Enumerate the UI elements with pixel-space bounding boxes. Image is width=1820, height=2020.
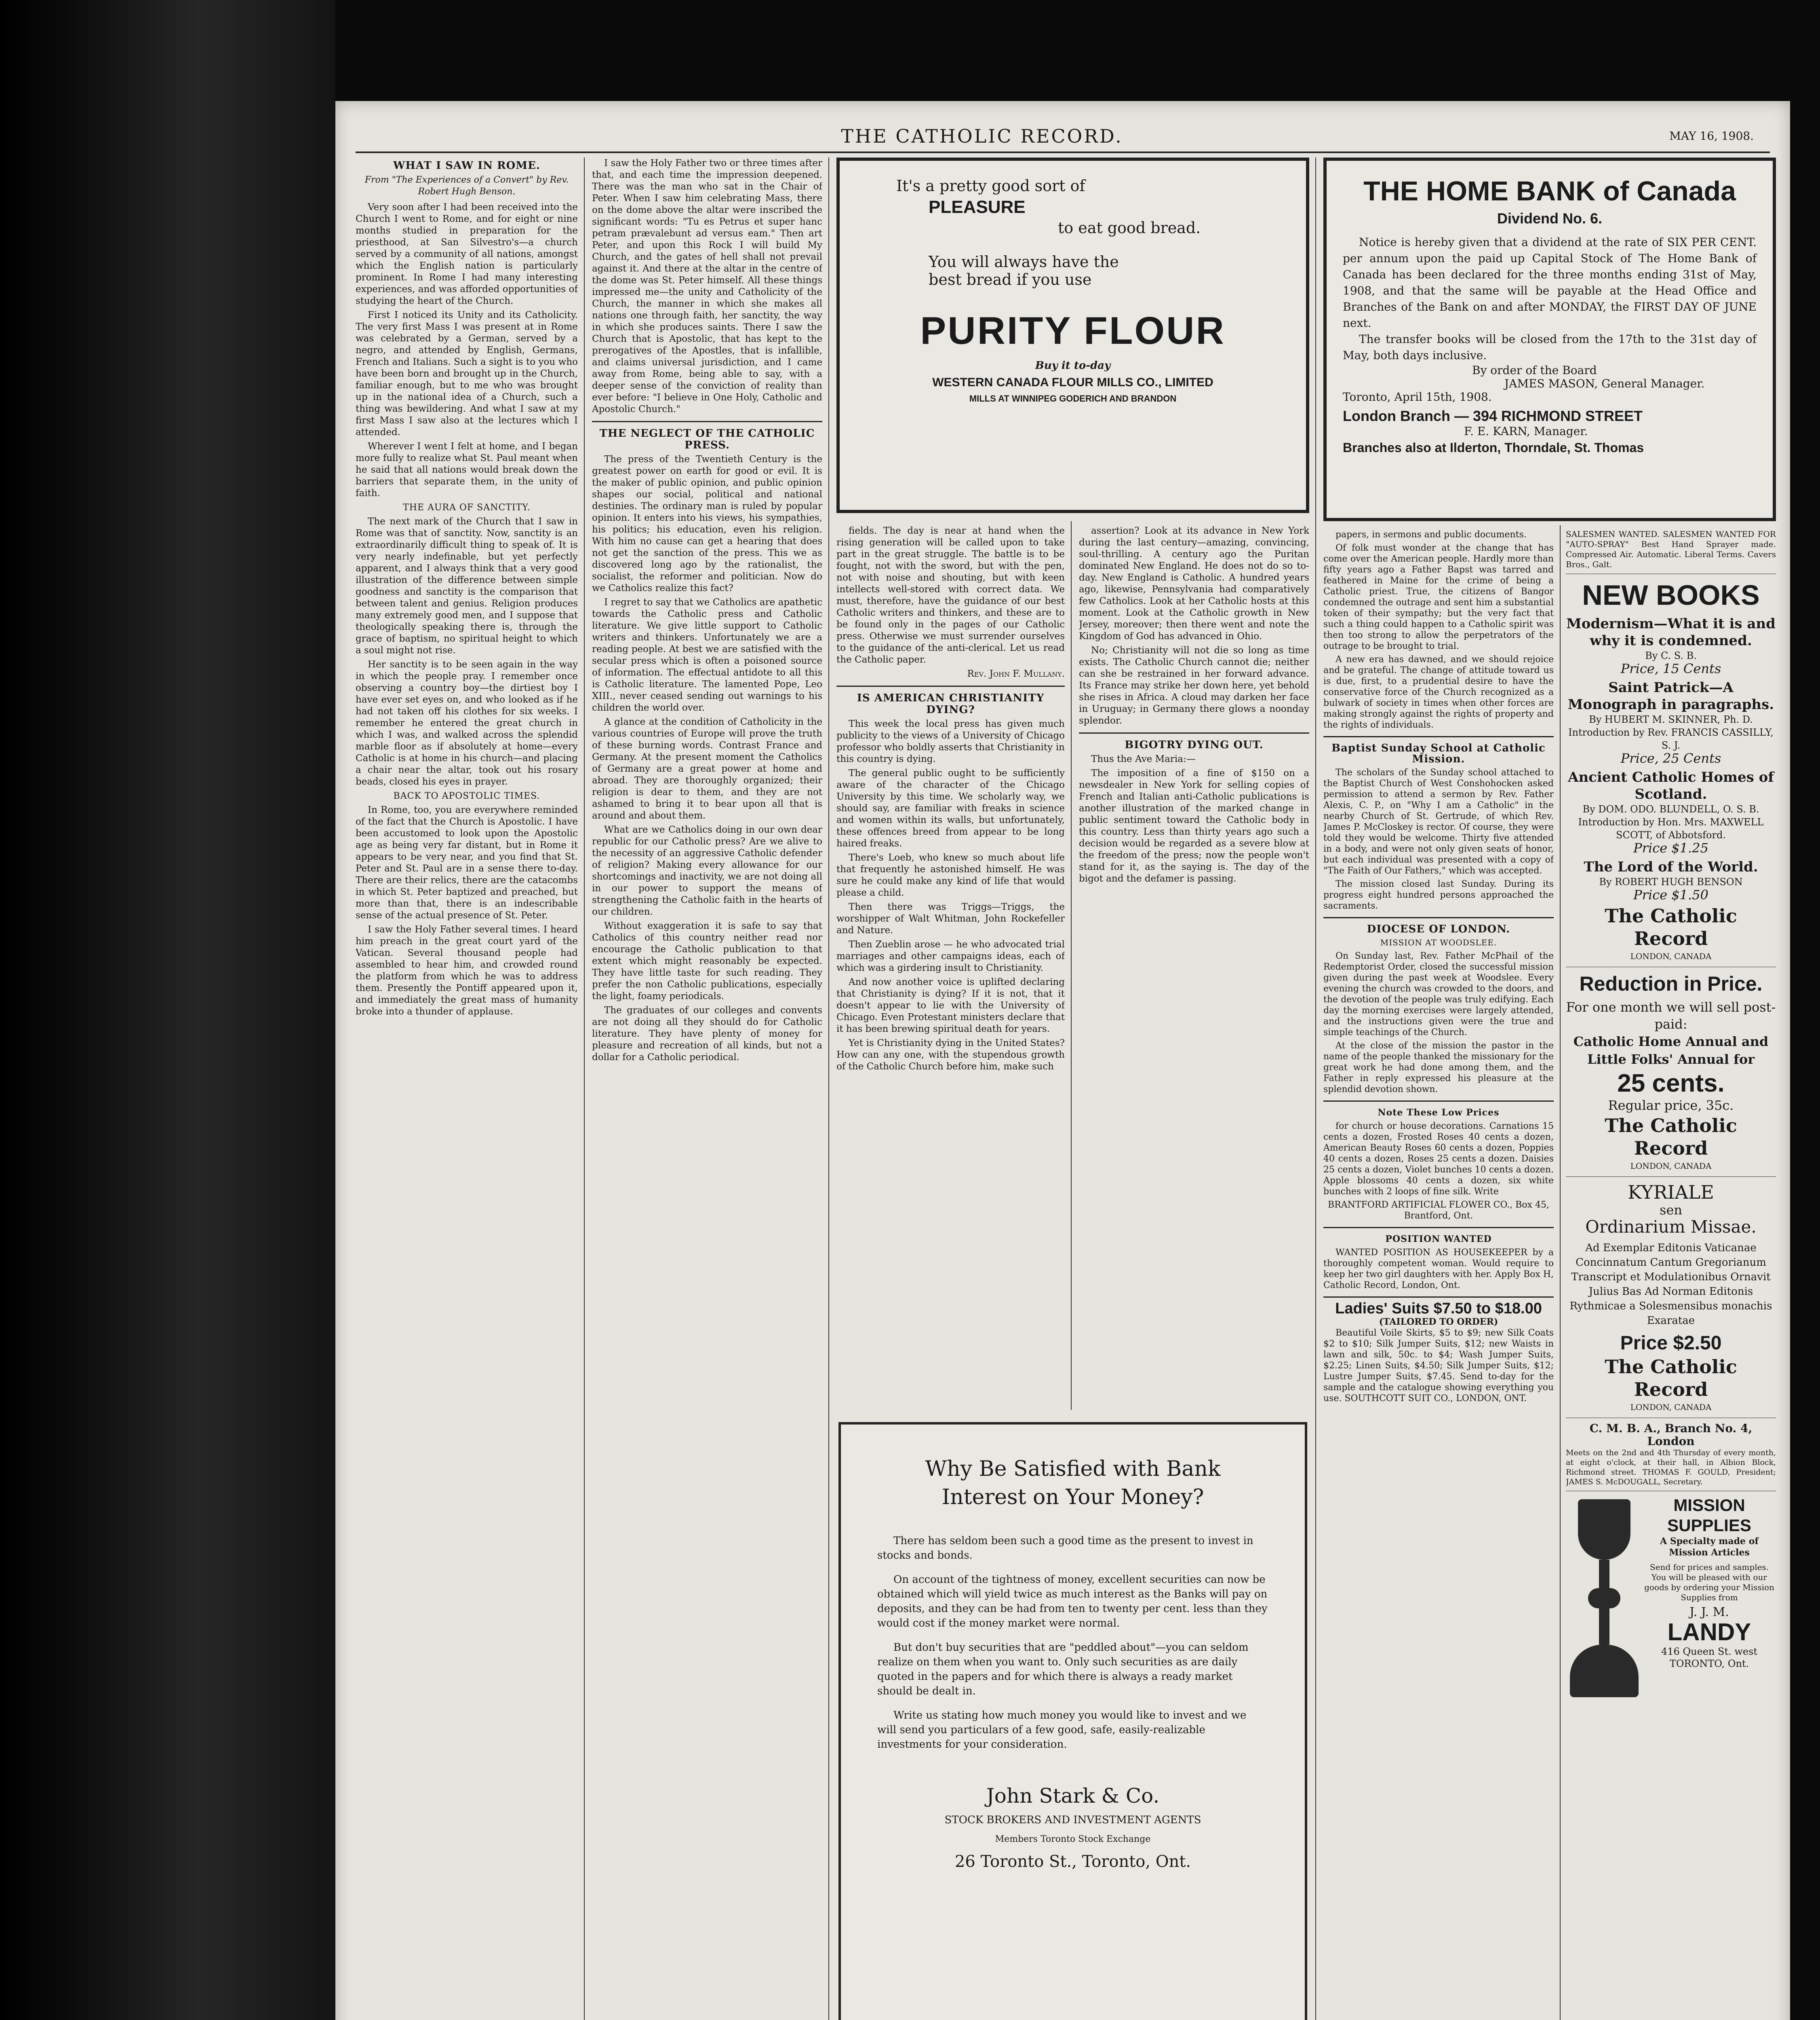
article-title: WHAT I SAW IN ROME.: [393, 160, 540, 172]
article-title: THE NEGLECT OF THE CATHOLIC PRESS.: [599, 427, 815, 451]
divider: [1323, 1296, 1554, 1298]
ad-date: Toronto, April 15th, 1908.: [1343, 390, 1492, 404]
ad-notice: Notice is hereby given that a dividend at the rate of SIX PER CENT. per annum upon the paid up Capital Stock of The Home Bank of Canada has been declared for the three months ending 31st of May, 1908, and that the same will be payable at the Head Office and Branches of the Bank on and after MONDAY, the FIRST DAY OF JUNE next.: [1343, 236, 1757, 330]
kyriale-text: Ad Exemplar Editonis Vaticanae Concinnatum Cantum Gregorianum Transcript et Modulationibus Ornavit Julius Bas Ad Norman Editonis Rythmicae a Solesmensibus monachis Exaratae: [1569, 1242, 1772, 1327]
ad-title: Why Be Satisfied with Bank: [925, 1457, 1221, 1481]
paragraph: No; Christianity will not die so long as time exists. The Catholic Church cannot die; neither can she be restrained in her forward advance. Its France may strike her down here, yet behold she rises in Africa. A cloud may darken her face in Uruguay; in Germany there glows a noonday splendor.: [1079, 645, 1309, 726]
ad-member: Members Toronto Stock Exchange: [995, 1834, 1151, 1844]
ad-branch-mgr: F. E. KARN, Manager.: [1464, 425, 1588, 438]
purity-flour-brand: PURITY FLOUR: [920, 309, 1226, 352]
cmba-text: Meets on the 2nd and 4th Thursday of every month, at eight o'clock, at their hall, in Albion Block, Richmond street. THOMAS F. GOULD, President; JAMES S. McDOUGALL, Secretary.: [1566, 1448, 1776, 1486]
kyriale-sen: sen: [1660, 1202, 1682, 1218]
kyriale-price: Price $2.50: [1620, 1332, 1722, 1354]
ad-firm: BRANTFORD ARTIFICIAL FLOWER CO., Box 45, Brantford, Ont.: [1328, 1200, 1549, 1221]
scan-left-margin: [0, 0, 335, 2020]
mission-heading: MISSION SUPPLIES: [1667, 1496, 1751, 1535]
paragraph: I saw the Holy Father several times. I heard him preach in the great court yard of the Vatican. Several thousand people had assembled to hear him, and crowded round the platform from which he was to address them. Presently the Pontiff appeared upon it, and immediately the great mass of humanity broke into a thunder of applause.: [356, 924, 578, 1017]
annual-line: Catholic Home Annual and: [1573, 1034, 1769, 1049]
paragraph: I saw the Holy Father two or three times after that, and each time the impression deepened. There was the man who sat in the Chair of Peter. When I saw him celebrating Mass, there on the dome above the altar were inscribed the significant words: "Tu es Petrus et super hanc petram prævalebunt ad versus eam." Then art Peter, and upon this Rock I will build My Church, and the gates of hell shall not prevail against it. And there at the altar in the centre of the dome was St. Peter himself. All these things impressed me—the unity and Catholicity of the Church, the manner in which she makes all nations one through faith, her sanctity, the way in which she produces saints. There I saw the Church that is Apostolic, that has kept to the prerogatives of the Apostles, that is infallible, and claims universal jurisdiction, and I came away from Rome, being able to say, with a deeper sense of the conviction of reality than ever before: "I believe in One Holy, Catholic and Apostolic Church.": [592, 158, 822, 415]
paragraph: And now another voice is uplifted declaring that Christianity is dying? If it is not, that it doesn't appear to lie with the University of Chicago. Even Protestant ministers declare that it has been brewing spiritual death for years.: [836, 977, 1065, 1034]
divider: [1323, 1227, 1554, 1228]
article-title: DIOCESE OF LONDON.: [1367, 923, 1510, 935]
column-rule: [1560, 525, 1561, 2020]
ad-text: for church or house decorations. Carnations 15 cents a dozen, Frosted Roses 40 cents a dozen, American Beauty Roses 60 cents a dozen, Poppies 40 cents a dozen, Roses 25 cents a dozen. Daisies 25 cents a dozen, Violet bunches 10 cents a dozen. Apple blossoms 40 cents a dozen, six white bunches with 2 loops of fine silk. Write: [1323, 1121, 1554, 1197]
record-location: LONDON, CANADA: [1630, 1161, 1712, 1171]
paragraph: Without exaggeration it is safe to say that Catholics of this country neither read nor encourage the Catholic publication to that extent which might reasonably be expected. They have little taste for such reading. They prefer the non Catholic publications, especially the light, foamy periodicals.: [592, 921, 822, 1002]
book-title: Modernism—What it is and why it is condemned.: [1566, 616, 1776, 649]
kyriale-title: KYRIALE: [1628, 1181, 1714, 1203]
book-author: By HUBERT M. SKINNER, Ph. D.: [1589, 714, 1753, 725]
book-price: Price $1.50: [1633, 887, 1708, 903]
paragraph: The next mark of the Church that I saw in Rome was that of sanctity. Now, sanctity is an extraordinarily difficult thing to speak of. It is very nearly indefinable, but yet perfectly apparent, and I always think that a very good illustration of the difference between simple goodness and sanctity is the comparison that between talent and genius. Religion produces many extremely good men, and I suppose that theologically speaking there is, through the grace of baptism, no spiritual height to which a soul might not rise.: [356, 516, 578, 656]
column-rule: [828, 158, 829, 2020]
cmba-heading: C. M. B. A., Branch No. 4, London: [1589, 1422, 1753, 1448]
landy-name: LANDY: [1667, 1618, 1751, 1645]
ad-transfer: The transfer books will be closed from the 17th to the 31st day of May, both days inclusive.: [1343, 332, 1757, 362]
book-author: By C. S. B.: [1645, 650, 1697, 661]
book-price: Price $1.25: [1633, 840, 1708, 856]
paragraph: The press of the Twentieth Century is the greatest power on earth for good or evil. It is the maker of public opinion, and public opinion shapes our social, political and national destinies. The ordinary man is ruled by popular opinion. It enters into his views, his sympathies, his politics; his education, even his religion. With him no cause can get a hearing that does not get the sanction of the press. This we as discovered long ago by the rationalist, the socialist, the reformer and politician. Now do we Catholics realize this fact?: [592, 454, 822, 593]
stark-investment-ad: [838, 1422, 1307, 2020]
record-logo: The Catholic Record: [1605, 1115, 1737, 1159]
new-books-heading: NEW BOOKS: [1582, 579, 1760, 611]
ad-dividend: Dividend No. 6.: [1497, 210, 1603, 227]
column-6: [1566, 529, 1776, 2020]
mission-send: Send for prices and samples. You will be pleased with our goods by ordering your Mission Supplies from: [1644, 1562, 1774, 1602]
ad-branches-also: Branches also at Ilderton, Thorndale, St. Thomas: [1343, 440, 1644, 455]
column-4: [1079, 525, 1309, 1406]
divider: [1323, 736, 1554, 737]
book-price: Price, 15 Cents: [1620, 661, 1721, 676]
record-logo: The Catholic Record: [1605, 1356, 1737, 1400]
annual-line: Little Folks' Annual for: [1587, 1052, 1755, 1067]
paragraph: At the close of the mission the pastor in the name of the people thanked the missionary for the great work he had done among them, and the Father in reply expressed his pleasure at the splendid devotion shown.: [1323, 1041, 1554, 1094]
paragraph: The imposition of a fine of $150 on a newsdealer in New York for selling copies of French and Italian anti-Catholic publications is another illustration of the marked change in public sentiment toward the Catholic body in this country. Less than thirty years ago such a decision would be regarded as a severe blow at the freedom of the press; now the people won't stand for it, as the saying is. The day of the bigot and the defamer is passing.: [1079, 768, 1309, 884]
ad-heading: POSITION WANTED: [1385, 1234, 1492, 1244]
column-3: [836, 525, 1065, 1406]
paragraph: On Sunday last, Rev. Father McPhail of the Redemptorist Order, closed the successful mission given during the past week at Woodslee. Every evening the church was crowded to the doors, and the devotion of the people was truly edifying. Each day the morning exercises were largely attended, and the instructions given were the true and simple teachings of the Church.: [1323, 951, 1554, 1037]
annual-price: 25 cents.: [1617, 1069, 1725, 1097]
ad-text: WANTED POSITION AS HOUSEKEEPER by a thoroughly competent woman. Would require to keep her two girl daughters with her. Apply Box H, Catholic Record, London, Ont.: [1323, 1248, 1554, 1290]
book-intro: Introduction by Rev. FRANCIS CASSILLY, S. J.: [1568, 727, 1774, 751]
paragraph: assertion? Look at its advance in New York during the last century—amazing, convincing, soul-thrilling. A century ago the Puritan dominated New England. He does not do so to-day. New England is Catholic. A hundred years ago, likewise, Pennsylvania had comparatively few Catholics. Look at her Catholic hosts at this moment. Look at the Catholic growth in New Jersey, moreover; then there went and note the Kingdom of God has advanced in Ohio.: [1079, 526, 1309, 642]
masthead-date: MAY 16, 1908.: [1669, 129, 1754, 143]
salesmen-ad: SALESMEN WANTED. SALESMEN WANTED FOR "AUTO-SPRAY" Best Hand Sprayer made. Compressed Air. Automatic. Liberal Terms. Cavers Bros., Galt.: [1566, 529, 1776, 569]
paragraph: The general public ought to be sufficiently aware of the character of the Chicago University by this time. We scholarly way, we should say, are familiar with freaks in science and women within its walls, but unfortunately, these offences breed from appear to be long haired freaks.: [836, 768, 1065, 849]
column-rule: [1315, 158, 1316, 2020]
regular-price: Regular price, 35c.: [1608, 1098, 1734, 1113]
ad-mills: MILLS AT WINNIPEG GODERICH AND BRANDON: [969, 393, 1177, 404]
divider: [592, 421, 822, 422]
paragraph: A new era has dawned, and we should rejoice and be grateful. The change of attitude toward us is due, first, to a prudential desire to have the conservative force of the Church recognized as a bulwark of society in times when other forces are making strongly against the rights of property and the rights of individuals.: [1323, 654, 1554, 730]
reduction-heading: Reduction in Price.: [1579, 972, 1763, 995]
ad-title: THE HOME BANK of Canada: [1363, 176, 1736, 206]
book-title: The Lord of the World.: [1584, 859, 1758, 875]
paragraph: This week the local press has given much publicity to the views of a University of Chicago professor who boldly asserts that Christianity in this country is dying.: [836, 719, 1065, 764]
ad-text: Beautiful Voile Skirts, $5 to $9; new Silk Coats $2 to $10; Silk Jumper Suits, $12; new Waists in lawn and silk, 50c. to $4; Wash Jumper Suits, $2.25; Linen Suits, $4.50; Silk Jumper Suits, $12; Lustre Jumper Suits, $7.45. Send to-day for the sample and the catalogue showing everything you use. SOUTHCOTT SUIT CO., LONDON, ONT.: [1323, 1328, 1554, 1403]
paragraph: The mission closed last Sunday. During its progress eight hundred persons approached the sacraments.: [1323, 879, 1554, 911]
ad-body: On account of the tightness of money, excellent securities can now be obtained which will yield twice as much interest as the Banks will pay on deposits, and they can be had from ten to twenty per cent. less than they would cost if the money market were normal.: [877, 1574, 1268, 1629]
book-author: By DOM. ODO. BLUNDELL, O. S. B.: [1582, 804, 1759, 815]
book-title: Saint Patrick—A Monograph in paragraphs.: [1567, 680, 1774, 713]
mission-supplies-ad: [1566, 1495, 1776, 1713]
ad-body: There has seldom been such a good time as the present to invest in stocks and bonds.: [877, 1535, 1253, 1561]
paragraph: The graduates of our colleges and convents are not doing all they should do for Catholic literature. They have plenty of money for pleasure and recreation of all kinds, but not a dollar for a Catholic periodical.: [592, 1005, 822, 1063]
ad-firm-sub: STOCK BROKERS AND INVESTMENT AGENTS: [944, 1814, 1201, 1826]
chalice-illustration: [1570, 1499, 1639, 1701]
paragraph: Wherever I went I felt at home, and I began more fully to realize what St. Paul meant when he said that all nations would break down the barriers that separate them, in the unity of faith.: [356, 441, 578, 499]
ad-order: By order of the Board: [1472, 364, 1597, 377]
section-heading: BACK TO APOSTOLIC TIMES.: [393, 791, 540, 801]
divider: [1323, 1100, 1554, 1102]
paragraph: First I noticed its Unity and its Catholicity. The very first Mass I was present at in Rome was celebrated by a German, served by a negro, and attended by English, Germans, French and Italians. Such a sight is to you who have been born and brought up in the Church, familiar enough, but to me who was brought up in the national idea of a Church, such a thing was bewildering. And what I saw at my first Mass I saw also at the lectures which I attended.: [356, 310, 578, 438]
book-author: By ROBERT HUGH BENSON: [1599, 876, 1743, 888]
kyriale-ordinarium: Ordinarium Missae.: [1585, 1217, 1757, 1237]
landy-initials: J. J. M.: [1689, 1605, 1729, 1619]
section-heading: MISSION AT WOODSLEE.: [1380, 938, 1497, 947]
paragraph: I regret to say that we Catholics are apathetic towards the Catholic press and Catholic literature. We give little support to Catholic writers and thinkers. Unfortunately we are a reading people. At best we are satisfied with the secular press which is often a poisoned source of information. The effectual antidote to all this is Catholic literature. The lamented Pope, Leo XIII., never ceased sending out warnings to his children the world over.: [592, 597, 822, 713]
suits-sub: (TAILORED TO ORDER): [1379, 1317, 1498, 1327]
paragraph: A glance at the condition of Catholicity in the various countries of Europe will prove the truth of these burning words. Contrast France and Germany. At the present moment the Catholics of Germany are a great power at home and abroad. They are thoroughly organized; their religion is dear to them, and they are not ashamed to bring it to bear upon all that is around and about them.: [592, 717, 822, 821]
paragraph: In Rome, too, you are everywhere reminded of the fact that the Church is Apostolic. I have been accustomed to look upon the Apostolic age as being very far distant, but in Rome it appears to be very near, and you find that St. Peter and St. Paul are in a sense there to-day. There are their relics, there are the catacombs in which St. Peter baptized and preached, but more than that, there is an indescribable sense of the actual presence of St. Peter.: [356, 805, 578, 921]
paragraph: Yet is Christianity dying in the United States? How can any one, with the stupendous growth of the Catholic Church before him, make such: [836, 1038, 1065, 1072]
divider: [1323, 917, 1554, 918]
record-location: LONDON, CANADA: [1630, 1402, 1712, 1412]
section-heading: THE AURA OF SANCTITY.: [403, 503, 531, 513]
ad-line: It's a pretty good sort of: [896, 177, 1085, 195]
reduction-text: For one month we will sell post-paid:: [1566, 999, 1776, 1032]
ad-body: But don't buy securities that are "peddled about"—you can seldom realize on them when you want to. Only such securities as are daily quoted in the papers and for which there is always a ready market should be dealt in.: [877, 1641, 1249, 1697]
landy-address: 416 Queen St. west TORONTO, Ont.: [1661, 1646, 1758, 1669]
purity-flour-ad: [836, 158, 1309, 513]
column-2: [592, 158, 822, 2020]
paragraph: Of folk must wonder at the change that has come over the American people. Hardly more than fifty years ago a Father Bapst was tarred and feathered in Maine for the crime of being a Catholic priest. True, the citizens of Bangor condemned the outrage and sent him a substantial token of their sympathy; but the very fact that such a thing could happen to a Catholic spirit was then too strong to allow the perpetrators of the outrage to be brought to trial.: [1323, 543, 1554, 651]
paragraph: There's Loeb, who knew so much about life that frequently he astonished himself. He was sure he could make any kind of life that would please a child.: [836, 852, 1065, 898]
column-rule: [1071, 521, 1072, 1410]
masthead: [335, 125, 1790, 149]
paragraph: fields. The day is near at hand when the rising generation will be called upon to take part in the great struggle. The battle is to be fought, not with the sword, but with the pen, not with noise and shouting, but with keen intellects well-stored with correct data. We must, therefore, have the guidance of our best Catholic writers and thinkers, and these are to be found only in the pages of our Catholic press. Otherwise we must surrender ourselves to the guidance of the anti-clerical. Let us read the Catholic paper.: [836, 526, 1065, 665]
ad-body: Write us stating how much money you would like to invest and we will send you particulars of a few good, safe, easily-realizable investments for your consideration.: [877, 1709, 1247, 1751]
paragraph: Her sanctity is to be seen again in the way in which the people pray. I remember once observing a country boy—the dirtiest boy I have ever set eyes on, and who looked as if he had not taken off his clothes for six weeks. I remember he entered the great church in which I was, and walked across the splendid marble floor as if absolutely at home—every Catholic is at home in his church—and placing a chair near the altar, took out his rosary beads, closed his eyes in prayer.: [356, 659, 578, 787]
home-bank-ad: [1323, 158, 1776, 521]
mission-specialty: A Specialty made of Mission Articles: [1660, 1536, 1759, 1558]
article-byline: From "The Experiences of a Convert" by Rev. Robert Hugh Benson.: [364, 175, 569, 197]
ad-firm: John Stark & Co.: [986, 1784, 1160, 1807]
article-title: IS AMERICAN CHRISTIANITY DYING?: [857, 692, 1045, 716]
article-title: Baptist Sunday School at Catholic Mission.: [1331, 742, 1546, 765]
divider: [1566, 1176, 1776, 1177]
paragraph: Then there was Triggs—Triggs, the worshipper of Walt Whitman, John Rockefeller and Nature.: [836, 902, 1065, 936]
masthead-title: THE CATHOLIC RECORD.: [841, 125, 1123, 147]
paragraph: Then Zueblin arose — he who advocated trial marriages and other campaigns ideas, each of which was a girdering insult to Christianity.: [836, 939, 1065, 973]
ad-manager: JAMES MASON, General Manager.: [1504, 377, 1705, 390]
ad-line: to eat good bread.: [1058, 219, 1201, 237]
paragraph: Thus the Ave Maria:—: [1091, 754, 1196, 764]
article-title: BIGOTRY DYING OUT.: [1125, 739, 1264, 751]
book-title: Ancient Catholic Homes of Scotland.: [1568, 769, 1774, 802]
column-rule: [584, 158, 585, 2020]
ad-address: 26 Toronto St., Toronto, Ont.: [954, 1852, 1191, 1871]
masthead-rule: [356, 152, 1770, 153]
column-5: [1323, 529, 1554, 2020]
ad-line: best bread if you use: [929, 271, 1092, 288]
signature: Rev. John F. Mullany.: [967, 669, 1065, 679]
ad-heading: Note These Low Prices: [1378, 1107, 1500, 1118]
divider: [836, 686, 1065, 687]
book-intro: Introduction by Hon. Mrs. MAXWELL SCOTT, of Abbotsford.: [1578, 816, 1764, 841]
record-logo: The Catholic Record: [1605, 905, 1737, 949]
book-price: Price, 25 Cents: [1620, 751, 1721, 766]
paragraph: papers, in sermons and public documents.: [1336, 530, 1527, 540]
newspaper-page: [335, 101, 1790, 2020]
record-location: LONDON, CANADA: [1630, 951, 1712, 961]
ad-maker: WESTERN CANADA FLOUR MILLS CO., LIMITED: [932, 376, 1213, 389]
divider: [1079, 732, 1309, 734]
suits-heading: Ladies' Suits $7.50 to $18.00: [1335, 1300, 1542, 1317]
ad-branch: London Branch — 394 RICHMOND STREET: [1343, 408, 1643, 424]
column-1: [356, 158, 578, 2020]
paragraph: What are we Catholics doing in our own dear republic for our Catholic press? Are we alive to the necessity of an aggressive Catholic defender of religion? Making every allowance for our shortcomings and inactivity, we are not doing all in our power to support the means of strengthening the Catholic faith in the hearts of our children.: [592, 825, 822, 917]
ad-line: You will always have the: [929, 253, 1119, 271]
paragraph: Very soon after I had been received into the Church I went to Rome, and for eight or nine months studied in preparation for the priesthood, at San Silvestro's—a church served by a community of all nations, amongst which the English nation is particularly prominent. In Rome I had many interesting experiences, and was afforded opportunities of studying the heart of the Church.: [356, 202, 578, 306]
ad-buy: Buy it to-day: [1035, 360, 1111, 372]
ad-pleasure: PLEASURE: [929, 197, 1026, 217]
ad-title: Interest on Your Money?: [942, 1485, 1204, 1509]
paragraph: The scholars of the Sunday school attached to the Baptist Church of West Conshohocken asked permission to attend a sermon by Rev. Father Alexis, C. P., on "Why I am a Catholic" in the nearby Church of St. Gertrude, of which Rev. James P. McCloskey is rector. Of course, they were told they would be welcome. Thirty five attended in a body, and were not only given seats of honor, but each individual was presented with a copy of "The Faith of Our Fathers," which was accepted.: [1323, 768, 1554, 876]
